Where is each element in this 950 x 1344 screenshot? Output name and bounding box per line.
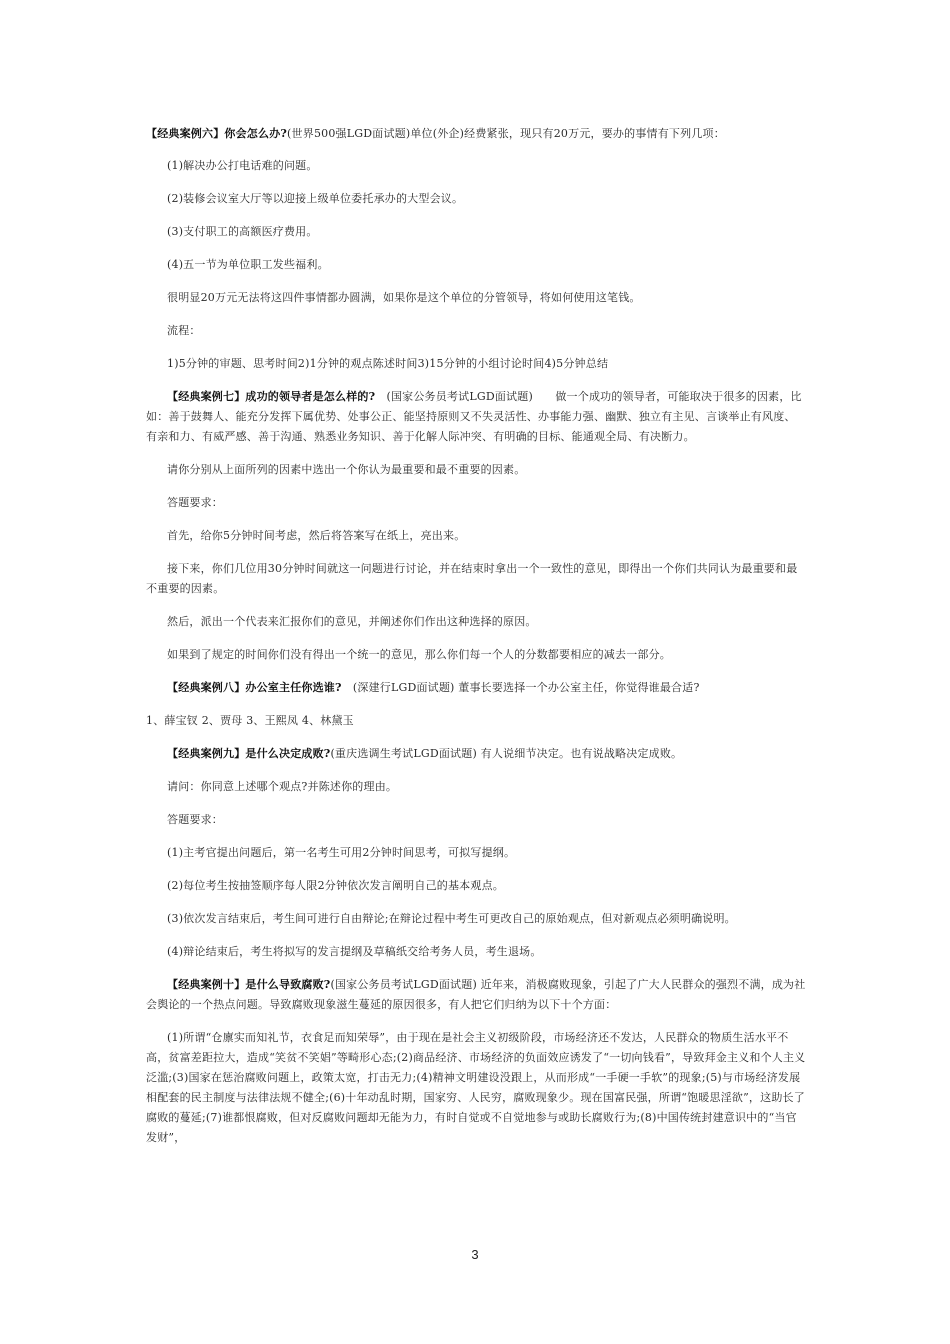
case9-req-1: (1)主考官提出问题后，第一名考生可用2分钟时间思考，可拟写提纲。 [167, 846, 516, 859]
case6-flow: 1)5分钟的审题、思考时间2)1分钟的观点陈述时间3)15分钟的小组讨论时间4)5分钟总结 [167, 357, 609, 370]
case6-item-1: (1)解决办公打电话难的问题。 [167, 159, 318, 172]
case6-question: 很明显20万元无法将这四件事情都办圆满，如果你是这个单位的分管领导，将如何使用这笔钱。 [167, 291, 641, 304]
document-body [146, 124, 806, 1161]
case6-item-3: (3)支付职工的高额医疗费用。 [167, 225, 318, 238]
case9-lead: 【经典案例九】是什么决定成败? [167, 747, 331, 760]
case9-ask: 请问：你同意上述哪个观点?并陈述你的理由。 [167, 780, 398, 793]
case6-heading [146, 124, 806, 144]
case7-step-2: 接下来，你们几位用30分钟时间就这一问题进行讨论，并在结束时拿出一个一致性的意见，即得出一个你们共同认为最重要和最不重要的因素。 [146, 562, 798, 595]
case7-step-1: 首先，给你5分钟时间考虑，然后将答案写在纸上，亮出来。 [167, 529, 466, 542]
case10-body: (1)所谓“仓廪实而知礼节，衣食足而知荣辱”，由于现在是社会主义初级阶段，市场经济还不发达，人民群众的物质生活水平不高，贫富差距拉大，造成“笑贫不笑娼”等畸形心态;(2)商品经济、市场经济的负面效应诱发了“一切向钱看”，导致拜金主义和个人主义泛滥;(3)国家在惩治腐败问题上，政策太宽，打击无力;(4)精神文明建设没跟上，从而形成“一手硬一手软”的现象;(5)与市场经济发展相配套的民主制度与法律法规不健全;(6)十年动乱时期，国家穷、人民穷，腐败现象少。现在国富民强，所谓“饱暖思淫欲”，这助长了腐败的蔓延;(7)谁都恨腐败，但对反腐败问题却无能为力，有时自觉或不自觉地参与或助长腐败行为;(8)中国传统封建意识中的“当官发财”， [146, 1031, 806, 1144]
case7-lead: 【经典案例七】成功的领导者是怎么样的? [167, 390, 376, 403]
case7-task: 请你分别从上面所列的因素中选出一个你认为最重要和最不重要的因素。 [167, 463, 526, 476]
case7-heading [146, 387, 806, 447]
case9-heading [146, 744, 806, 764]
case6-item-2: (2)装修会议室大厅等以迎接上级单位委托承办的大型会议。 [167, 192, 464, 205]
case7-step-3: 然后，派出一个代表来汇报你们的意见，并阐述你们作出这种选择的原因。 [167, 615, 537, 628]
case10-intro: (国家公务员考试LGD面试题) 近年来，消极腐败现象，引起了广大人民群众的强烈不满，成为社会舆论的一个热点问题。导致腐败现象滋生蔓延的原因很多，有人把它们归纳为以下十个方面： [146, 978, 806, 1011]
case7-step-4: 如果到了规定的时间你们没有得出一个统一的意见，那么你们每一个人的分数都要相应的减去一部分。 [167, 648, 671, 661]
case8-intro: (深建行LGD面试题) 董事长要选择一个办公室主任，你觉得谁最合适? [341, 681, 700, 694]
case7-req-label: 答题要求： [167, 496, 223, 509]
case10-heading [146, 975, 806, 1015]
page-number: 3 [471, 1247, 479, 1262]
case7-intro: (国家公务员考试LGD面试题) 做一个成功的领导者，可能取决于很多的因素，比如：善于鼓舞人、能充分发挥下属优势、处事公正、能坚持原则又不失灵活性、办事能力强、幽默、独立有主见、言谈举止有风度、有亲和力、有威严感、善于沟通、熟悉业务知识、善于化解人际冲突、有明确的目标、能通观全局、有决断力。 [146, 390, 802, 443]
case6-lead: 【经典案例六】你会怎么办? [146, 127, 288, 140]
case8-heading [146, 678, 806, 698]
case9-intro: (重庆选调生考试LGD面试题) 有人说细节决定。也有说战略决定成败。 [330, 747, 683, 760]
case6-flow-label: 流程： [167, 324, 201, 337]
case10-lead: 【经典案例十】是什么导致腐败? [167, 978, 331, 991]
case8-lead: 【经典案例八】办公室主任你选谁? [167, 681, 342, 694]
case9-req-label: 答题要求： [167, 813, 223, 826]
case9-req-2: (2)每位考生按抽签顺序每人限2分钟依次发言阐明自己的基本观点。 [167, 879, 504, 892]
case9-req-3: (3)依次发言结束后，考生间可进行自由辩论;在辩论过程中考生可更改自己的原始观点，但对新观点必须明确说明。 [167, 912, 736, 925]
case6-item-4: (4)五一节为单位职工发些福利。 [167, 258, 329, 271]
case6-intro: (世界500强LGD面试题)单位(外企)经费紧张，现只有20万元，要办的事情有下列几项： [287, 127, 725, 140]
case8-options: 1、薛宝钗 2、贾母 3、王熙凤 4、林黛玉 [146, 714, 354, 727]
case9-req-4: (4)辩论结束后，考生将拟写的发言提纲及草稿纸交给考务人员，考生退场。 [167, 945, 542, 958]
